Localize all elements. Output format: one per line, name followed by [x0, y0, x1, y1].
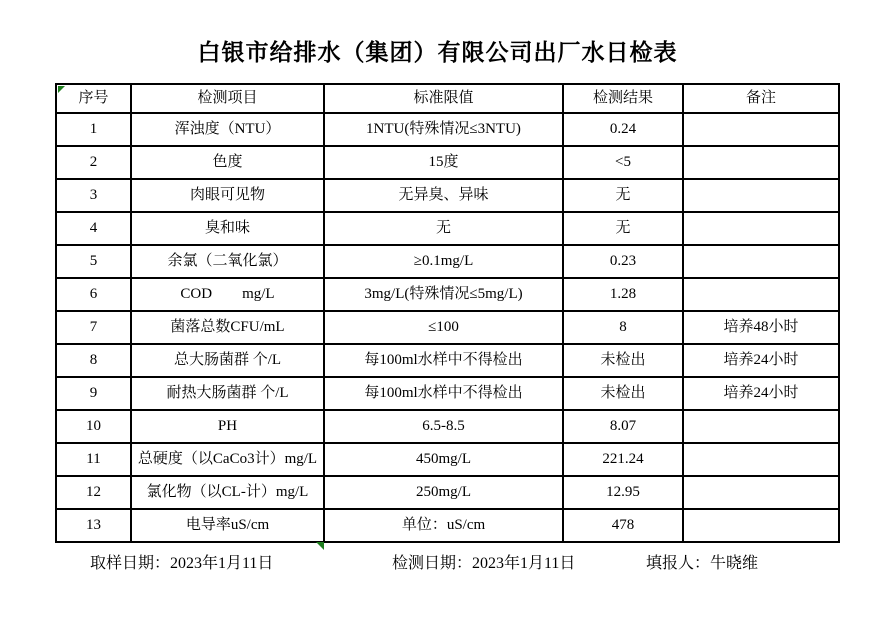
table-row [56, 113, 839, 146]
cell-note: 培养48小时 [683, 311, 839, 344]
cell-note: 培养24小时 [683, 377, 839, 410]
cell-note [683, 476, 839, 509]
table-row [56, 344, 839, 377]
sampling-date-label: 取样日期：2023年1月11日 [90, 555, 274, 572]
cell-item: 耐热大肠菌群 个/L [131, 377, 324, 410]
cell-no: 2 [56, 146, 131, 179]
cell-result: 未检出 [563, 344, 683, 377]
cell-result: 8.07 [563, 410, 683, 443]
cell-note [683, 212, 839, 245]
cell-no: 3 [56, 179, 131, 212]
cell-result: 8 [563, 311, 683, 344]
cell-item: 总硬度（以CaCo3计）mg/L [131, 443, 324, 476]
table-row [56, 179, 839, 212]
cell-limit: 每100ml水样中不得检出 [324, 377, 563, 410]
table-row [56, 245, 839, 278]
table-row [56, 212, 839, 245]
cell-no: 12 [56, 476, 131, 509]
cell-note [683, 443, 839, 476]
cell-result: 0.24 [563, 113, 683, 146]
cell-item: 臭和味 [131, 212, 324, 245]
cell-note [683, 410, 839, 443]
cell-result: 221.24 [563, 443, 683, 476]
cell-limit: 6.5-8.5 [324, 410, 563, 443]
cell-no: 1 [56, 113, 131, 146]
table-row [56, 311, 839, 344]
table-row [56, 476, 839, 509]
table-row [56, 509, 839, 542]
cell-result: 0.23 [563, 245, 683, 278]
cell-note: 培养24小时 [683, 344, 839, 377]
cell-no: 8 [56, 344, 131, 377]
cell-item: 色度 [131, 146, 324, 179]
reporter-label: 填报人：牛晓维 [646, 555, 759, 572]
cell-item: 菌落总数CFU/mL [131, 311, 324, 344]
cell-item: COD mg/L [131, 278, 324, 311]
cell-limit: 单位：uS/cm [324, 509, 563, 542]
cell-note [683, 245, 839, 278]
table-row [56, 377, 839, 410]
cell-item: 电导率uS/cm [131, 509, 324, 542]
table-header-row [56, 84, 839, 113]
cell-no: 11 [56, 443, 131, 476]
cell-result: 未检出 [563, 377, 683, 410]
cell-limit: ≤100 [324, 311, 563, 344]
header-limit: 标准限值 [324, 84, 563, 113]
cell-note [683, 146, 839, 179]
cell-item: 肉眼可见物 [131, 179, 324, 212]
cell-result: 12.95 [563, 476, 683, 509]
table-row [56, 410, 839, 443]
cell-item: 氯化物（以CL-计）mg/L [131, 476, 324, 509]
cell-note [683, 509, 839, 542]
cell-limit: 无异臭、异味 [324, 179, 563, 212]
table-row [56, 146, 839, 179]
page-title: 白银市给排水（集团）有限公司出厂水日检表 [197, 39, 678, 65]
cell-no: 4 [56, 212, 131, 245]
cell-no: 9 [56, 377, 131, 410]
green-flag-marker-icon [316, 542, 324, 550]
cell-item: 浑浊度（NTU） [131, 113, 324, 146]
cell-result: 478 [563, 509, 683, 542]
cell-limit: 15度 [324, 146, 563, 179]
table-row [56, 443, 839, 476]
cell-limit: 每100ml水样中不得检出 [324, 344, 563, 377]
cell-limit: 1NTU(特殊情况≤3NTU) [324, 113, 563, 146]
cell-note [683, 179, 839, 212]
cell-limit: 450mg/L [324, 443, 563, 476]
cell-limit: 3mg/L(特殊情况≤5mg/L) [324, 278, 563, 311]
cell-result: 无 [563, 179, 683, 212]
header-item: 检测项目 [131, 84, 324, 113]
green-corner-marker-icon [58, 86, 65, 93]
cell-item: 余氯（二氧化氯） [131, 245, 324, 278]
water-quality-table [55, 83, 840, 543]
cell-no: 5 [56, 245, 131, 278]
cell-item: 总大肠菌群 个/L [131, 344, 324, 377]
cell-no: 10 [56, 410, 131, 443]
header-note: 备注 [683, 84, 839, 113]
inspection-table [55, 83, 838, 543]
cell-result: <5 [563, 146, 683, 179]
cell-result: 无 [563, 212, 683, 245]
cell-limit: 250mg/L [324, 476, 563, 509]
cell-item: PH [131, 410, 324, 443]
cell-note [683, 113, 839, 146]
cell-no: 7 [56, 311, 131, 344]
cell-limit: ≥0.1mg/L [324, 245, 563, 278]
table-row [56, 278, 839, 311]
test-date-label: 检测日期：2023年1月11日 [392, 555, 576, 572]
cell-result: 1.28 [563, 278, 683, 311]
cell-no: 13 [56, 509, 131, 542]
cell-no: 6 [56, 278, 131, 311]
header-result: 检测结果 [563, 84, 683, 113]
header-no: 序号 [56, 84, 131, 113]
cell-note [683, 278, 839, 311]
cell-limit: 无 [324, 212, 563, 245]
